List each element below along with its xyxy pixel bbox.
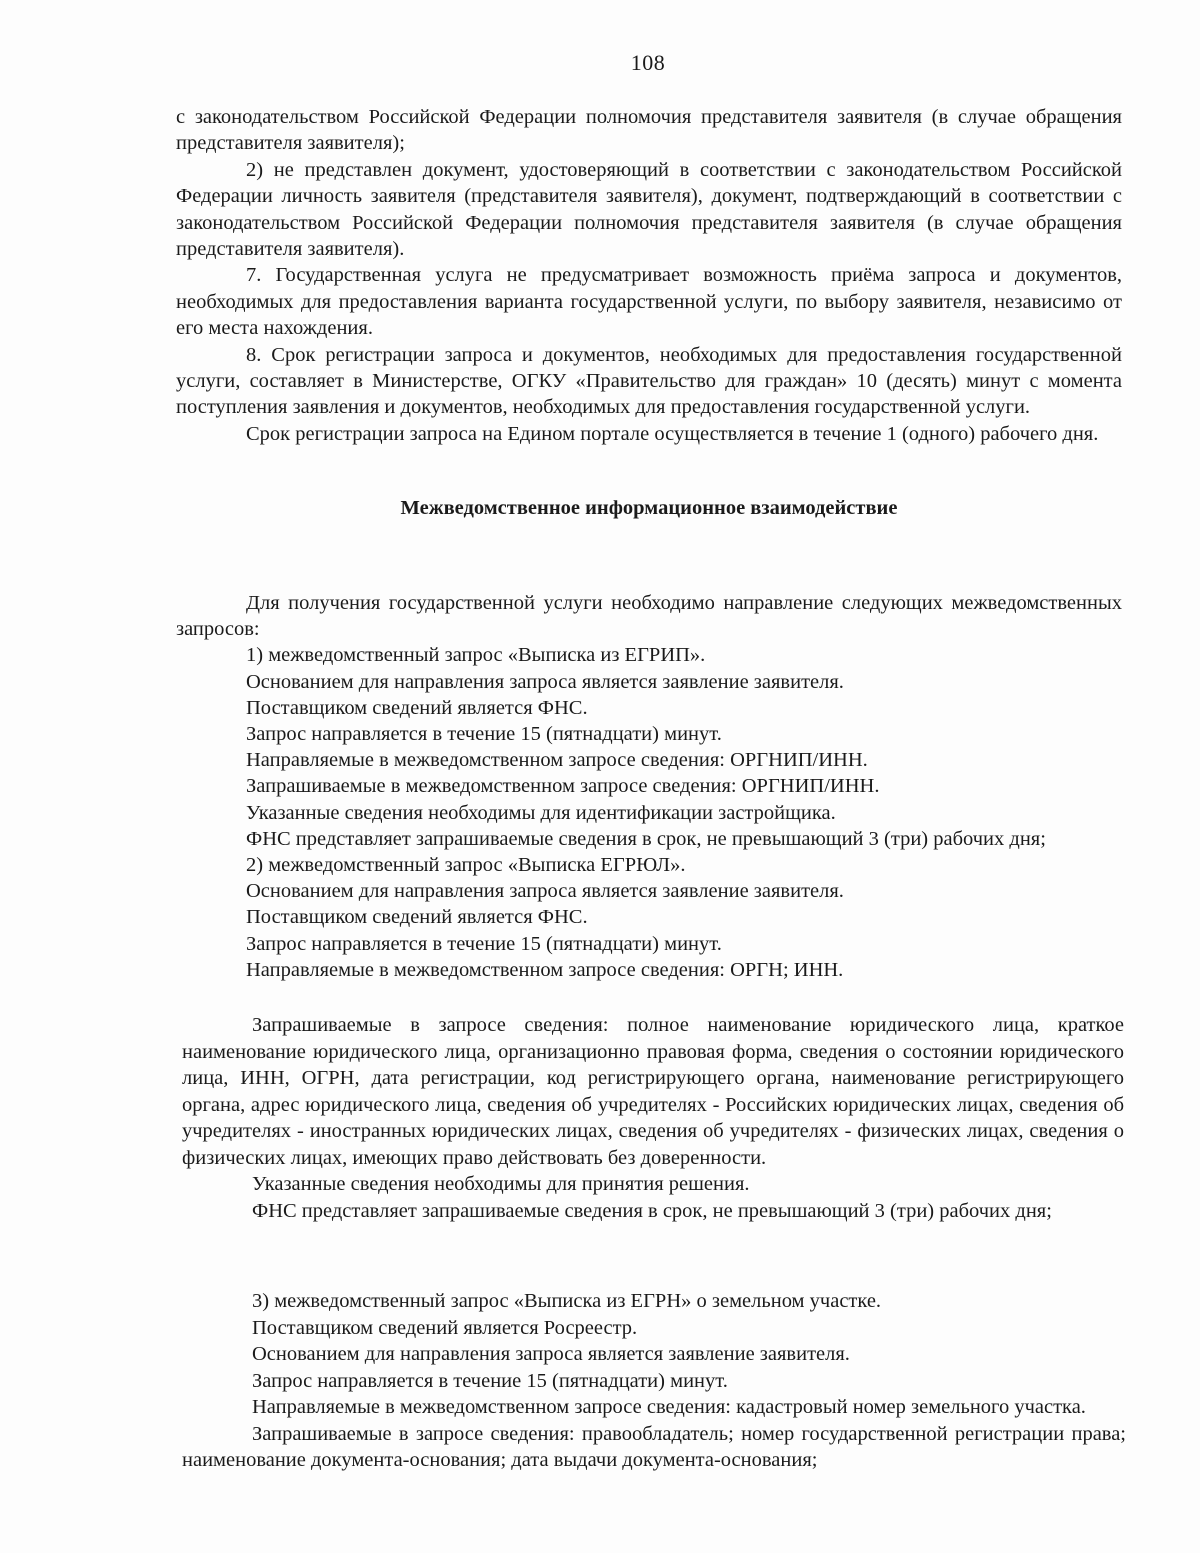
list-item: Поставщиком сведений является ФНС.: [246, 906, 588, 929]
spacer: [176, 447, 1122, 473]
list-item: Направляемые в межведомственном запросе сведения: кадастровый номер земельного участка.: [252, 1396, 1086, 1418]
list-item: Указанные сведения необходимы для идентификации застройщика.: [246, 801, 836, 824]
section-heading: Межведомственное информационное взаимодействие: [400, 497, 898, 520]
paragraph: 8. Срок регистрации запроса и документов, необходимых для предоставления государственной услуги, составляет в Министерстве, ОГКУ «Правительство для граждан» 10 (десять) минут с момента поступления заявления и документов, необходимых для предоставления государственной услуги.: [176, 343, 1122, 419]
list-item: Запрашиваемые в межведомственном запросе сведения: ОРГНИП/ИНН.: [246, 775, 880, 798]
paragraph: Срок регистрации запроса на Едином портале осуществляется в течение 1 (одного) рабочего дня.: [246, 422, 1099, 445]
list-item: Поставщиком сведений является ФНС.: [246, 696, 588, 719]
section-egrn-request: [182, 1288, 1126, 1474]
list-item: ФНС представляет запрашиваемые сведения в срок, не превышающий 3 (три) рабочих дня;: [246, 827, 1046, 850]
list-item: 2) межведомственный запрос «Выписка ЕГРЮЛ».: [246, 854, 686, 877]
list-item: 3) межведомственный запрос «Выписка из ЕГРН» о земельном участке.: [252, 1290, 882, 1312]
section-egrul-details: [182, 1012, 1124, 1224]
list-item: Основанием для направления запроса является заявление заявителя.: [246, 880, 844, 903]
section-registration-terms: [176, 104, 1122, 522]
paragraph: Запрашиваемые в запросе сведения: правообладатель; номер государственной регистрации права; наименование документа-основания; дата выдачи документа-основания;: [182, 1422, 1126, 1471]
page-number: 108: [630, 50, 666, 75]
section-interagency-requests: [176, 590, 1122, 983]
list-item: Запрос направляется в течение 15 (пятнадцати) минут.: [246, 723, 722, 746]
list-item: 1) межведомственный запрос «Выписка из ЕГРИП».: [246, 644, 706, 667]
paragraph: с законодательством Российской Федерации полномочия представителя заявителя (в случае обращения представителя заявителя);: [176, 106, 1122, 155]
list-item: Запрос направляется в течение 15 (пятнадцати) минут.: [246, 932, 722, 955]
list-item: Основанием для направления запроса является заявление заявителя.: [246, 670, 844, 693]
list-item: Направляемые в межведомственном запросе сведения: ОРГНИП/ИНН.: [246, 749, 868, 772]
spacer: [176, 473, 1122, 495]
paragraph: Запрашиваемые в запросе сведения: полное наименование юридического лица, краткое наименование юридического лица, организационно правовая форма, сведения о состоянии юридического лица, ИНН, ОГРН, дата регистрации, код регистрирующего органа, наименование регистрирующего органа, адрес юридического лица, сведения об учредителях - Российских юридических лицах, сведения об учредителях - иностранных юридических лицах, сведения об учредителях - физических лицах, сведения о физических лицах, имеющих право действовать без доверенности.: [182, 1014, 1124, 1169]
paragraph: 7. Государственная услуга не предусматривает возможность приёма запроса и документов, необходимых для предоставления варианта государственной услуги, по выбору заявителя, независимо от его места нахождения.: [176, 264, 1122, 340]
paragraph: Для получения государственной услуги необходимо направление следующих межведомственных запросов:: [176, 592, 1122, 641]
list-item: Направляемые в межведомственном запросе сведения: ОРГН; ИНН.: [246, 958, 844, 981]
list-item: Поставщиком сведений является Росреестр.: [252, 1316, 638, 1339]
list-item: Указанные сведения необходимы для принятия решения.: [252, 1173, 750, 1195]
list-item: ФНС представляет запрашиваемые сведения в срок, не превышающий 3 (три) рабочих дня;: [252, 1199, 1052, 1222]
paragraph: 2) не представлен документ, удостоверяющий в соответствии с законодательством Российской Федерации личность заявителя (представителя заявителя), документ, подтверждающий в соответствии с законодательством Российской Федерации полномочия представителя заявителя (в случае обращения представителя заявителя).: [176, 158, 1122, 261]
list-item: Запрос направляется в течение 15 (пятнадцати) минут.: [252, 1369, 728, 1392]
list-item: Основанием для направления запроса является заявление заявителя.: [252, 1343, 850, 1365]
